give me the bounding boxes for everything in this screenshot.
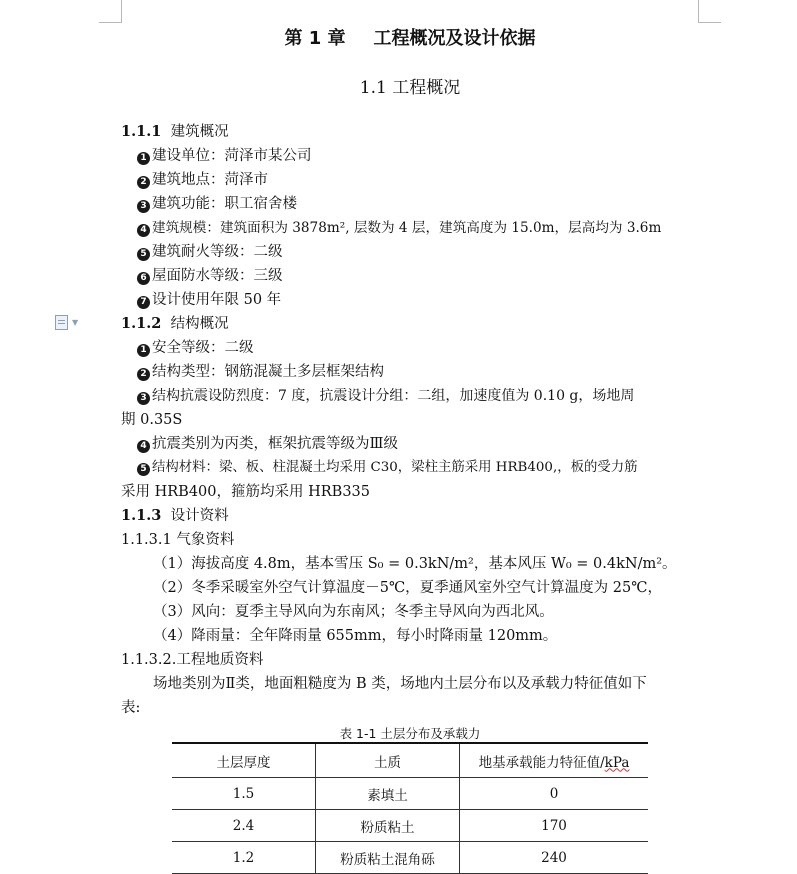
list-item-text: 建筑规模：建筑面积为 3878m², 层数为 4 层，建筑高度为 15.0m，层高均为 3.6m <box>152 220 662 236</box>
circled-number: 5 <box>137 248 150 261</box>
circled-number: 4 <box>137 440 150 453</box>
table-cell: 240 <box>460 842 649 874</box>
chapter-heading <box>0 24 797 50</box>
circled-number: 2 <box>137 368 150 381</box>
chapter-number: 第 1 章 <box>284 28 346 49</box>
list-item-text: 建筑地点：菏泽市 <box>152 172 268 188</box>
geology-paragraph-continuation: 表: <box>121 700 141 716</box>
table-cell: 粉质粘土 <box>316 810 460 842</box>
list-item-continuation: 期 0.35S <box>121 412 183 428</box>
table-cell: 1.2 <box>172 842 316 874</box>
table-row <box>172 842 648 874</box>
climate-line: （1）海拔高度 4.8m，基本雪压 S₀ = 0.3kN/m²，基本风压 W₀ = 0.4kN/m²。 <box>153 556 677 572</box>
list-item <box>137 242 283 262</box>
list-item-text: 抗震类别为丙类，框架抗震等级为Ⅲ级 <box>152 436 398 452</box>
circled-number: 3 <box>137 200 150 213</box>
circled-number: 1 <box>137 152 150 165</box>
table-cell: 170 <box>460 810 649 842</box>
column-header: 土质 <box>316 743 460 778</box>
table-row <box>172 810 648 842</box>
climate-line: （3）风向：夏季主导风向为东南风；冬季主导风向为西北风。 <box>153 604 554 620</box>
circled-number: 5 <box>137 463 150 476</box>
circled-number: 2 <box>137 176 150 189</box>
document-map-icon[interactable] <box>55 315 68 330</box>
chapter-title: 工程概况及设计依据 <box>373 28 536 49</box>
list-item-continuation: 采用 HRB400，箍筋均采用 HRB335 <box>121 484 371 500</box>
circled-number: 6 <box>137 272 150 285</box>
column-header-unit: kPa <box>604 754 630 771</box>
geology-paragraph: 场地类别为Ⅱ类，地面粗糙度为 B 类，场地内土层分布以及承载力特征值如下 <box>153 676 647 692</box>
subheading-1-1-3-2: 1.1.3.2.工程地质资料 <box>121 652 264 668</box>
chevron-down-icon[interactable]: ▼ <box>72 318 79 327</box>
climate-line: （4）降雨量：全年降雨量 655mm，每小时降雨量 120mm。 <box>153 628 558 644</box>
list-item <box>137 290 281 310</box>
circled-number: 3 <box>137 392 150 405</box>
page-corner-mark-left <box>99 0 122 23</box>
list-item-text: 建筑功能：职工宿舍楼 <box>152 196 297 212</box>
list-item-text: 建筑耐火等级：二级 <box>152 244 283 260</box>
table-header-row <box>172 743 648 778</box>
table-cell: 1.5 <box>172 778 316 810</box>
list-item-text: 结构抗震设防烈度：7 度，抗震设计分组：二组，加速度值为 0.10 g，场地周 <box>152 388 635 404</box>
table-cell: 0 <box>460 778 649 810</box>
list-item-text: 屋面防水等级：三级 <box>152 268 283 284</box>
heading-number: 1.1.3 <box>121 507 162 524</box>
circled-number: 4 <box>137 224 150 237</box>
soil-table <box>172 742 648 874</box>
list-item-text: 结构类型：钢筋混凝土多层框架结构 <box>152 364 384 380</box>
heading-text: 结构概况 <box>170 316 229 332</box>
list-item <box>137 266 283 286</box>
list-item <box>137 146 312 166</box>
heading-1-1-3 <box>121 506 229 526</box>
list-item <box>137 458 638 478</box>
list-item-text: 安全等级：二级 <box>152 340 254 356</box>
subheading-1-1-3-1: 1.1.3.1 气象资料 <box>121 532 235 548</box>
climate-line: （2）冬季采暖室外空气计算温度－5℃，夏季通风室外空气计算温度为 25℃， <box>153 580 662 596</box>
list-item <box>137 194 297 214</box>
circled-number: 7 <box>137 296 150 309</box>
heading-number: 1.1.2 <box>121 315 162 332</box>
list-item <box>137 386 634 406</box>
heading-1-1-2 <box>121 314 229 334</box>
heading-text: 建筑概况 <box>170 124 229 140</box>
table-cell: 粉质粘土混角砾 <box>316 842 460 874</box>
list-item <box>137 170 268 190</box>
table-caption: 表 1-1 土层分布及承载力 <box>339 726 481 741</box>
list-item <box>137 362 384 382</box>
list-item <box>137 434 398 454</box>
table-row <box>172 778 648 810</box>
list-item-text: 结构材料：梁、板、柱混凝土均采用 C30，梁柱主筋采用 HRB400,，板的受力筋 <box>152 460 638 475</box>
list-item-text: 建设单位：菏泽市某公司 <box>152 148 312 164</box>
circled-number: 1 <box>137 344 150 357</box>
list-item <box>137 338 254 358</box>
table-cell: 2.4 <box>172 810 316 842</box>
section-title: 1.1 工程概况 <box>359 78 461 98</box>
column-header-main: 地基承载能力特征值/ <box>478 754 605 771</box>
list-item-text: 设计使用年限 50 年 <box>152 292 282 308</box>
column-header: 土层厚度 <box>172 743 316 778</box>
heading-1-1-1 <box>121 122 229 142</box>
heading-text: 设计资料 <box>170 508 229 524</box>
column-header <box>460 743 649 778</box>
heading-number: 1.1.1 <box>121 123 162 140</box>
page-corner-mark-right <box>698 0 721 23</box>
table-cell: 素填土 <box>316 778 460 810</box>
list-item <box>137 218 661 238</box>
